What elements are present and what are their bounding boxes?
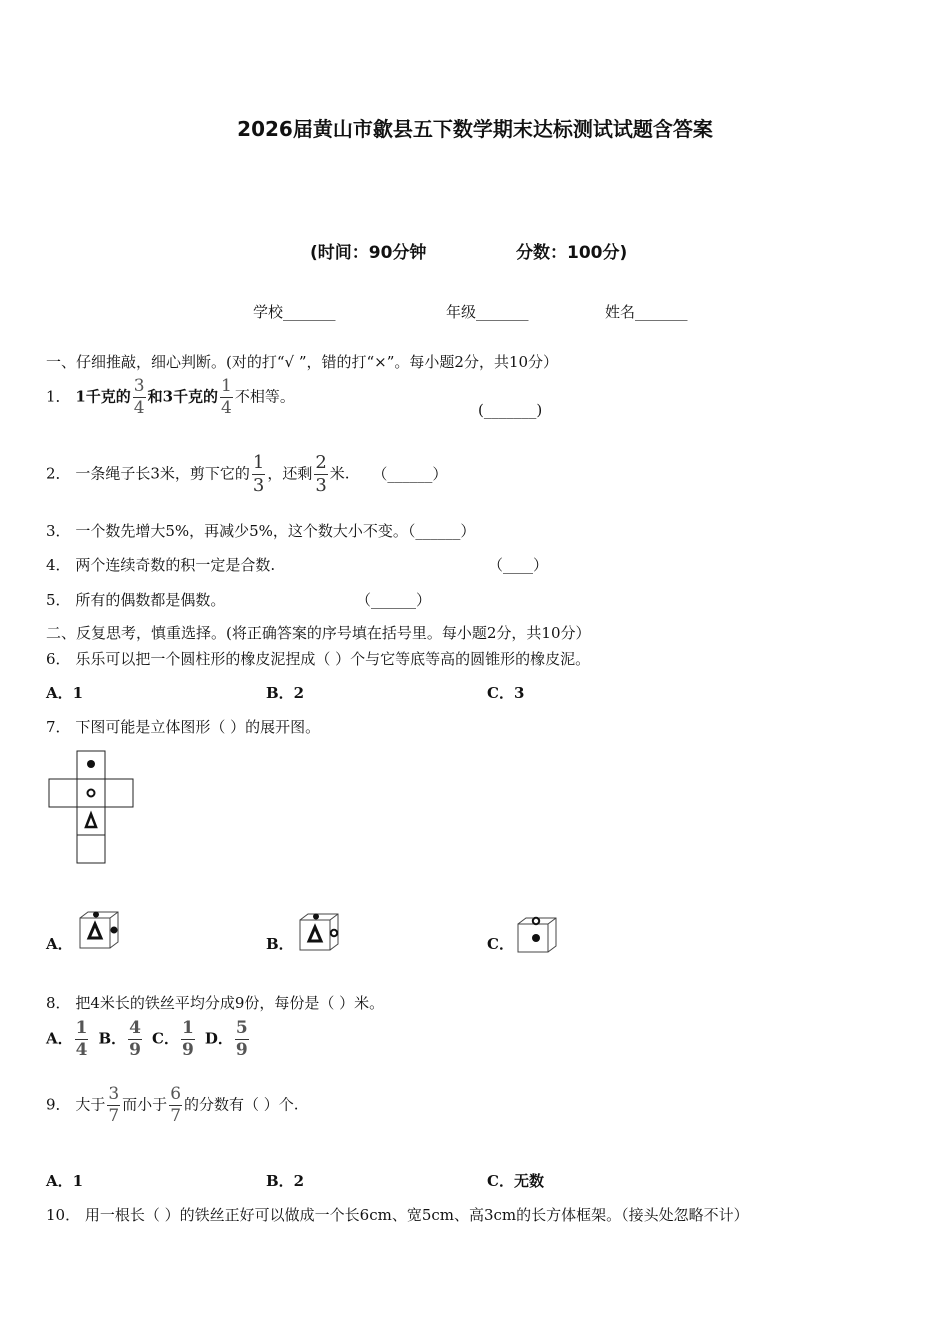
q8-fraction-a[interactable]: [75, 1020, 89, 1059]
q10-text: 用一根长（ ）的铁丝正好可以做成一个长6cm、宽5cm、高3cm的长方体框架。（接头处忽略不计）: [84, 1206, 749, 1224]
q8-number: 8．: [46, 994, 71, 1012]
q9-f2-num: 6: [170, 1084, 182, 1104]
q2-f2-den: 3: [315, 475, 327, 496]
q1-f1-num: 3: [133, 376, 145, 396]
q4-answer-blank[interactable]: （____）: [488, 556, 549, 574]
q1-f2-den: 4: [221, 398, 232, 418]
q2-text-1: 一条绳子长3米，剪下它的: [75, 464, 250, 483]
q2-f1-num: 1: [252, 452, 265, 473]
q4-text: 两个连续奇数的积一定是合数.: [75, 556, 276, 574]
q9-fraction-2: [169, 1086, 182, 1125]
q8-a-num: 1: [75, 1018, 88, 1038]
q6-text: 乐乐可以把一个圆柱形的橡皮泥捏成（ ）个与它等底等高的圆锥形的橡皮泥。: [75, 650, 591, 668]
q2-text-3: 米.: [329, 464, 350, 483]
q2-f2-num: 2: [315, 452, 327, 473]
q8-option-b[interactable]: B．: [98, 1029, 127, 1048]
q8-b-num: 4: [129, 1018, 142, 1038]
q9-text-1: 大于: [75, 1095, 106, 1114]
q4-number: 4．: [46, 556, 71, 574]
q1-number: 1．: [46, 387, 71, 406]
q9-option-b[interactable]: B．2: [266, 1172, 305, 1190]
cube-net-figure: [46, 750, 138, 868]
q8-fraction-c[interactable]: [181, 1020, 195, 1059]
q1-f2-num: 1: [221, 376, 232, 396]
score-info: 分数：100分): [516, 243, 628, 263]
q8-fraction-b[interactable]: [128, 1020, 142, 1059]
q5-number: 5．: [46, 591, 71, 609]
q9-option-c[interactable]: C．无数: [487, 1172, 544, 1190]
q1-fraction-1: [133, 378, 146, 417]
q1-f1-den: 4: [133, 398, 145, 418]
q8-option-c[interactable]: C．: [152, 1029, 179, 1048]
q9-f1-num: 3: [108, 1084, 120, 1104]
q8-d-num: 5: [235, 1018, 248, 1038]
question-2: [46, 454, 447, 495]
q7-number: 7．: [46, 718, 71, 736]
q1-answer-blank[interactable]: (_______): [478, 401, 543, 419]
q2-answer-blank[interactable]: （______）: [372, 464, 448, 483]
q7-option-b[interactable]: B．: [266, 935, 294, 953]
q9-text-3: 的分数有（ ）个.: [184, 1095, 299, 1114]
q8-fraction-d[interactable]: [235, 1020, 249, 1059]
q6-option-b[interactable]: B．2: [266, 684, 305, 702]
q3-text: 一个数先增大5%，再减少5%，这个数大小不变。（______）: [75, 522, 476, 540]
q3-number: 3．: [46, 522, 71, 540]
question-9: [46, 1086, 299, 1125]
q2-fraction-2: [314, 454, 327, 495]
q8-c-num: 1: [181, 1018, 194, 1038]
q9-fraction-1: [107, 1086, 120, 1125]
q8-c-den: 9: [181, 1040, 194, 1060]
question-3: [46, 520, 475, 541]
q6-number: 6．: [46, 650, 71, 668]
question-7: [46, 716, 320, 737]
question-8: [46, 992, 384, 1013]
cube-option-a-icon[interactable]: [78, 910, 124, 950]
q1-text-1: 1千克的: [75, 387, 131, 406]
question-1: [46, 378, 295, 417]
page-title: 2026届黄山市歙县五下数学期末达标测试试题含答案: [237, 117, 713, 141]
question-6: [46, 648, 590, 669]
name-field: 姓名_______: [605, 303, 688, 321]
q10-number: 10．: [46, 1206, 81, 1224]
section2-header: 二、反复思考，慎重选择。(将正确答案的序号填在括号里。每小题2分，共10分）: [46, 624, 591, 642]
q7-option-c[interactable]: C．: [487, 935, 514, 953]
grade-field: 年级_______: [446, 303, 529, 321]
q9-f1-den: 7: [108, 1106, 120, 1126]
q6-option-a[interactable]: A．1: [46, 684, 84, 702]
q2-f1-den: 3: [252, 475, 265, 496]
cube-option-b-icon[interactable]: [298, 912, 344, 952]
q5-answer-blank[interactable]: （______）: [356, 591, 432, 609]
q9-number: 9．: [46, 1095, 71, 1114]
school-field: 学校_______: [253, 303, 336, 321]
q1-text-3: 不相等。: [234, 387, 295, 406]
q5-text: 所有的偶数都是偶数。: [75, 591, 226, 609]
q1-text-2: 和3千克的: [147, 387, 219, 406]
q2-text-2: ，还剩: [267, 464, 313, 483]
question-10: [46, 1204, 749, 1225]
q8-a-den: 4: [75, 1040, 88, 1060]
question-5: [46, 589, 225, 610]
cube-option-c-icon[interactable]: [516, 916, 562, 954]
q2-number: 2．: [46, 464, 71, 483]
question-4: [46, 554, 275, 575]
q8-b-den: 9: [129, 1040, 142, 1060]
q9-option-a[interactable]: A．1: [46, 1172, 84, 1190]
q2-fraction-1: [252, 454, 265, 495]
q7-text: 下图可能是立体图形（ ）的展开图。: [75, 718, 321, 736]
q7-option-a[interactable]: A．: [46, 935, 73, 953]
q8-d-den: 9: [235, 1040, 248, 1060]
q9-text-2: 而小于: [122, 1095, 168, 1114]
time-info: (时间：90分钟: [310, 243, 427, 263]
q9-f2-den: 7: [170, 1106, 182, 1126]
q8-options: [46, 1020, 251, 1059]
q8-text: 把4米长的铁丝平均分成9份，每份是（ ）米。: [75, 994, 385, 1012]
q8-option-d[interactable]: D．: [204, 1029, 233, 1048]
q1-fraction-2: [220, 378, 233, 417]
q6-option-c[interactable]: C．3: [487, 684, 525, 702]
q8-option-a[interactable]: A．: [46, 1029, 73, 1048]
section1-header: 一、仔细推敲，细心判断。(对的打“√ ”，错的打“×”。每小题2分，共10分）: [46, 353, 559, 371]
